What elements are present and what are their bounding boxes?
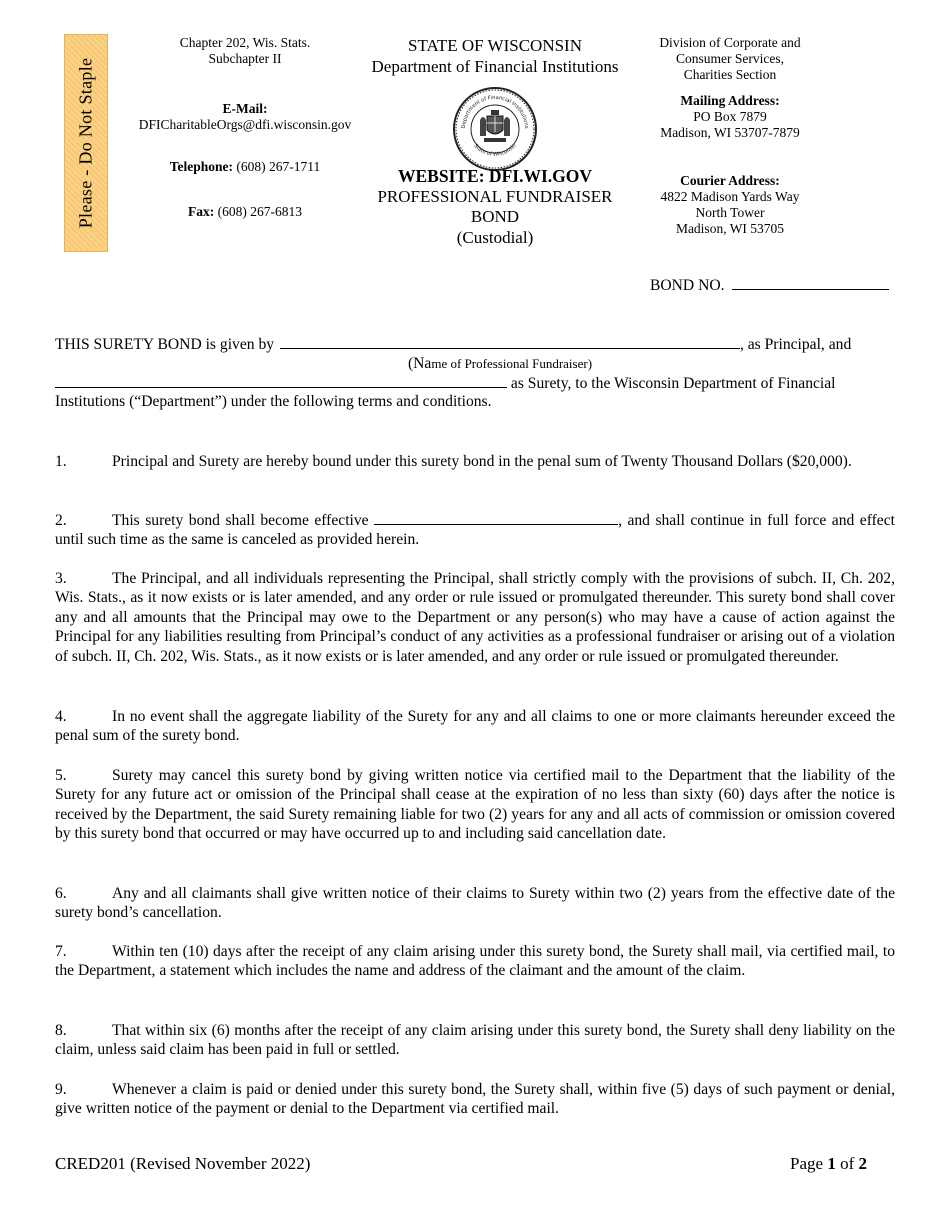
seal-top-text: Department of Financial Institutions [460,94,530,129]
left-header [110,35,380,220]
principal-caption-rest: me of Professional Fundraiser) [431,356,593,371]
page-total: 2 [858,1154,867,1173]
form-title-line-2: BOND [470,207,520,226]
telephone-line [110,159,380,175]
effective-date-field[interactable] [374,510,618,525]
paragraph-4 [55,707,895,746]
division-line-3: Charities Section [683,67,777,82]
paragraph-text: Principal and Surety are hereby bound under this surety bond in the penal sum of Twenty Thousand Dollars ($20,000). [112,453,852,470]
department-name: Department of Financial Institutions [371,57,619,76]
email-address[interactable]: DFICharitableOrgs@dfi.wisconsin.gov [138,117,352,132]
paragraph-number: 2. [55,512,67,529]
email-label: E-Mail: [222,101,268,116]
do-not-staple-banner [64,34,108,252]
wisconsin-seal-icon [452,86,538,172]
paragraph-6 [55,884,895,923]
division-line-1: Division of Corporate and [659,35,801,50]
right-header [630,35,830,237]
courier-address-line-2: North Tower [695,205,765,220]
website[interactable]: WEBSITE: DFI.WI.GOV [398,166,592,186]
page-indicator [700,1154,867,1174]
paragraph-text-after: , and shall continue in full force and effect until such time as the same is canceled as provided herein. [55,512,895,549]
page-current: 1 [827,1154,836,1173]
fax-label: Fax: [188,204,215,219]
paragraph-number: 5. [55,767,67,784]
fax-number: (608) 267-6813 [214,204,302,219]
center-header [350,35,640,77]
division-line-2: Consumer Services, [676,51,784,66]
paragraph-number: 3. [55,570,67,587]
paragraph-number: 7. [55,943,67,960]
principal-caption-first: (Na [407,355,432,372]
telephone-label: Telephone: [169,159,233,174]
statute-line-2: Subchapter II [208,51,282,66]
paragraph-7 [55,942,895,981]
intro-line-2 [55,373,895,393]
courier-address-line-3: Madison, WI 53705 [675,221,785,236]
courier-address-label: Courier Address: [680,173,780,188]
page-of: of [835,1154,859,1173]
mailing-address-label: Mailing Address: [680,93,780,108]
bond-number-field[interactable] [732,275,889,290]
statute-line-1: Chapter 202, Wis. Stats. [179,35,311,50]
paragraph-text: In no event shall the aggregate liability of the Surety for any and all claims to one or more claimants hereunder exceed the penal sum of the surety bond. [55,708,895,745]
seal-bottom-text: State of Wisconsin [472,142,518,158]
paragraph-9 [55,1080,895,1119]
mailing-address-line-2: Madison, WI 53707-7879 [660,125,800,140]
form-subtitle: (Custodial) [456,227,534,247]
center-header-lower [350,166,640,248]
paragraph-number: 8. [55,1022,67,1039]
state-name: STATE OF WISCONSIN [407,36,582,55]
intro-line-3: Institutions (“Department”) under the following terms and conditions. [55,393,492,410]
intro-line-1 [55,334,895,354]
fax-line [110,204,380,220]
surety-suffix: as Surety, to the Wisconsin Department of Financial [507,375,836,392]
paragraph-text: Surety may cancel this surety bond by giving written notice via certified mail to the Department that the liability of the Surety for any future act or omission of the Principal shall cease at the expiration of no less than sixty (60) days after the notice is received by the Department, the said Surety remaining liable for two (2) years for any and all acts of commission or omission covered by this surety bond that occurred or may have occurred up to and including said cancellation date. [55,767,895,843]
paragraph-2 [55,510,895,550]
bond-number-row [650,275,889,295]
surety-name-field[interactable] [55,373,507,388]
paragraph-number: 1. [55,453,67,470]
paragraph-3 [55,569,895,666]
paragraph-text: Whenever a claim is paid or denied under this surety bond, the Surety shall, within five (5) days of such payment or denial, give written notice of the payment or denial to the Department via certified mail. [55,1081,895,1118]
form-identifier: CRED201 (Revised November 2022) [55,1154,311,1173]
principal-caption [355,355,645,373]
courier-address-line-1: 4822 Madison Yards Way [660,189,800,204]
paragraph-text: The Principal, and all individuals representing the Principal, shall strictly comply with the provisions of subch. II, Ch. 202, Wis. Stats., as it now exists or is later amended, and any order or rule issued or promulgated thereunder. This surety bond shall cover any and all amounts that the Principal may owe to the Department or any person(s) who may have a cause of action against the Principal for any liabilities resulting from Principal’s conduct of any activities as a professional fundraiser or arising out of a violation of subch. II, Ch. 202, Wis. Stats., as it now exists or is later amended, and any order or rule issued or promulgated thereunder. [55,570,895,665]
principal-name-field[interactable] [280,334,740,349]
paragraph-number: 9. [55,1081,67,1098]
principal-suffix: , as Principal, and [739,336,852,353]
page-word: Page [790,1154,828,1173]
form-title-line-1: PROFESSIONAL FUNDRAISER [377,186,613,206]
paragraph-1 [55,452,895,471]
paragraph-text: That within six (6) months after the receipt of any claim arising under this surety bond, the Surety shall deny liability on the claim, unless said claim has been paid in full or settled. [55,1022,895,1059]
paragraph-number: 4. [55,708,67,725]
paragraph-number: 6. [55,885,67,902]
telephone-number: (608) 267-1711 [233,159,321,174]
paragraph-5 [55,766,895,844]
bond-number-label: BOND NO. [650,277,725,294]
do-not-staple-text: Please - Do Not Staple [75,57,96,229]
mailing-address-line-1: PO Box 7879 [693,109,767,124]
intro-prefix: THIS SURETY BOND is given by [55,336,275,353]
paragraph-text: Within ten (10) days after the receipt of any claim arising under this surety bond, the Surety shall mail, via certified mail, to the Department, a statement which includes the name and address of the claimant and the amount of the claim. [55,943,895,980]
paragraph-text: Any and all claimants shall give written notice of their claims to Surety within two (2) years from the effective date of the surety bond’s cancellation. [55,885,895,922]
paragraph-text-before: This surety bond shall become effective [112,512,375,529]
paragraph-8 [55,1021,895,1060]
